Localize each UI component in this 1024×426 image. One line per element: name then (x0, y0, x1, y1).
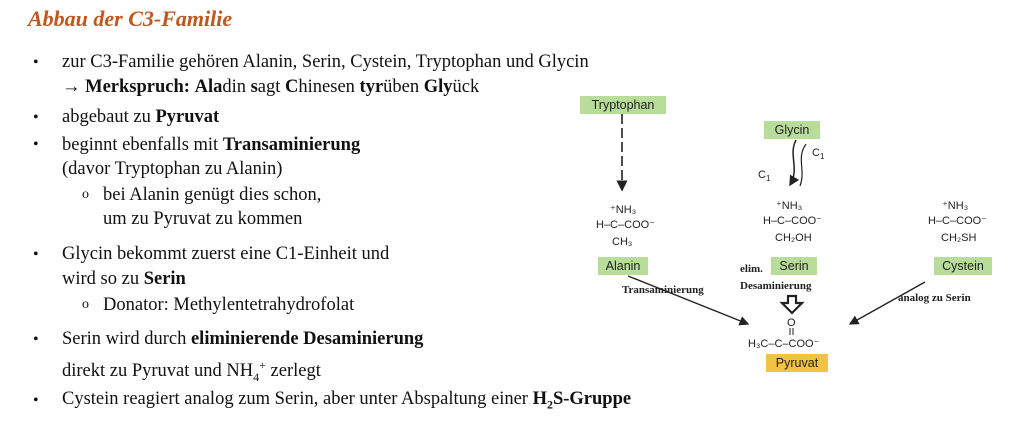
sub-bullet-alanin-cont: um zu Pyruvat zu kommen (103, 209, 303, 229)
box-cystein: Cystein (934, 257, 992, 275)
bullet-text: Cystein reagiert analog zum Serin, aber unter Abspaltung einer (62, 389, 528, 409)
bullet-bold: eliminierende Desaminierung (190, 329, 424, 349)
bullet-marker: • (33, 246, 39, 263)
bullet-glycin: Glycin bekommt zuerst eine C1-Einheit und (62, 244, 390, 264)
mnemonic-part: Gly (423, 77, 453, 97)
box-alanin: Alanin (598, 257, 648, 275)
mnemonic-label: Merkspruch: (85, 77, 190, 97)
bullet-bold: Transaminierung (222, 135, 361, 155)
bullet-marker: • (33, 109, 39, 126)
box-pyruvat: Pyruvat (766, 354, 828, 372)
alanin-backbone: H–C–COO⁻ (596, 219, 655, 231)
label-transaminierung: Transaminierung (622, 284, 704, 296)
bullet-text: Serin wird durch (62, 329, 187, 349)
bullet-text-cont: (davor Tryptophan zu Alanin) (62, 159, 283, 179)
pyruvat-oxygen: O (787, 317, 796, 329)
label-analog-zu-serin: analog zu Serin (898, 292, 971, 304)
bullet-text: abgebaut zu (62, 107, 151, 127)
alanin-nh3: ⁺NH₃ (610, 204, 637, 216)
label-desaminierung: Desaminierung (740, 280, 812, 292)
mnemonic-part: Ala (194, 77, 223, 97)
sub-bullet-alanin: bei Alanin genügt dies schon, (103, 185, 322, 205)
arrow-icon: → (62, 77, 81, 97)
bullet-text: wird so zu (62, 269, 140, 289)
bullet-text: direkt zu Pyruvat und NH (62, 361, 254, 382)
arrow-serin-to-pyruvat-icon (782, 296, 802, 313)
sub-bullet-marker: o (82, 187, 89, 202)
label-elim: elim. (740, 263, 763, 275)
alanin-ch3: CH₃ (612, 236, 633, 248)
page-title: Abbau der C3-Familie (28, 6, 233, 31)
mnemonic-part: s (250, 77, 258, 97)
bullet-marker: • (33, 331, 39, 348)
arrow-glycin-to-serin (790, 140, 796, 185)
bullet-marker: • (33, 136, 39, 153)
subscript: 2 (546, 397, 553, 412)
mnemonic-part: hinesen (298, 77, 360, 97)
sub-bullet-marker: o (82, 297, 89, 312)
mnemonic-part: tyr (359, 77, 384, 97)
subscript: 4 (253, 369, 260, 384)
mnemonic-part: üben (383, 77, 424, 97)
cystein-ch2sh: CH₂SH (941, 232, 977, 244)
cystein-backbone: H–C–COO⁻ (928, 215, 987, 227)
bullet-marker: • (33, 392, 39, 409)
bullet-c3-family: zur C3-Familie gehören Alanin, Serin, Cystein, Tryptophan und Glycin (62, 52, 589, 72)
bold-part: S-Gruppe (552, 389, 632, 409)
c1-right-label: $C_1$ (812, 147, 825, 161)
serin-ch2oh: CH₂OH (775, 232, 812, 244)
cystein-nh3: ⁺NH₃ (942, 200, 969, 212)
box-tryptophan: Tryptophan (580, 96, 666, 114)
bold-part: H (532, 389, 547, 409)
sub-bullet-donator: Donator: Methylentetrahydrofolat (103, 295, 355, 315)
serin-nh3: ⁺NH₃ (776, 200, 803, 212)
mnemonic-part: ück (452, 77, 480, 97)
box-glycin: Glycin (764, 121, 820, 139)
box-serin: Serin (771, 257, 817, 275)
mnemonic-part: agt (257, 77, 286, 97)
mnemonic-part: C (285, 77, 299, 97)
mnemonic-part: din (222, 77, 251, 97)
bullet-marker: • (33, 54, 39, 71)
bullet-bold: Pyruvat (155, 107, 220, 127)
superscript: + (259, 358, 266, 372)
c1-transfer-arc (800, 144, 806, 186)
serin-backbone: H–C–COO⁻ (763, 215, 822, 227)
pyruvat-chain: H₃C–C–COO⁻ (748, 338, 820, 350)
bullet-bold: Serin (143, 269, 186, 289)
c1-left-label: $C_1$ (758, 169, 771, 183)
bullet-text: zerlegt (265, 361, 321, 382)
bullet-text: beginnt ebenfalls mit (62, 135, 219, 155)
